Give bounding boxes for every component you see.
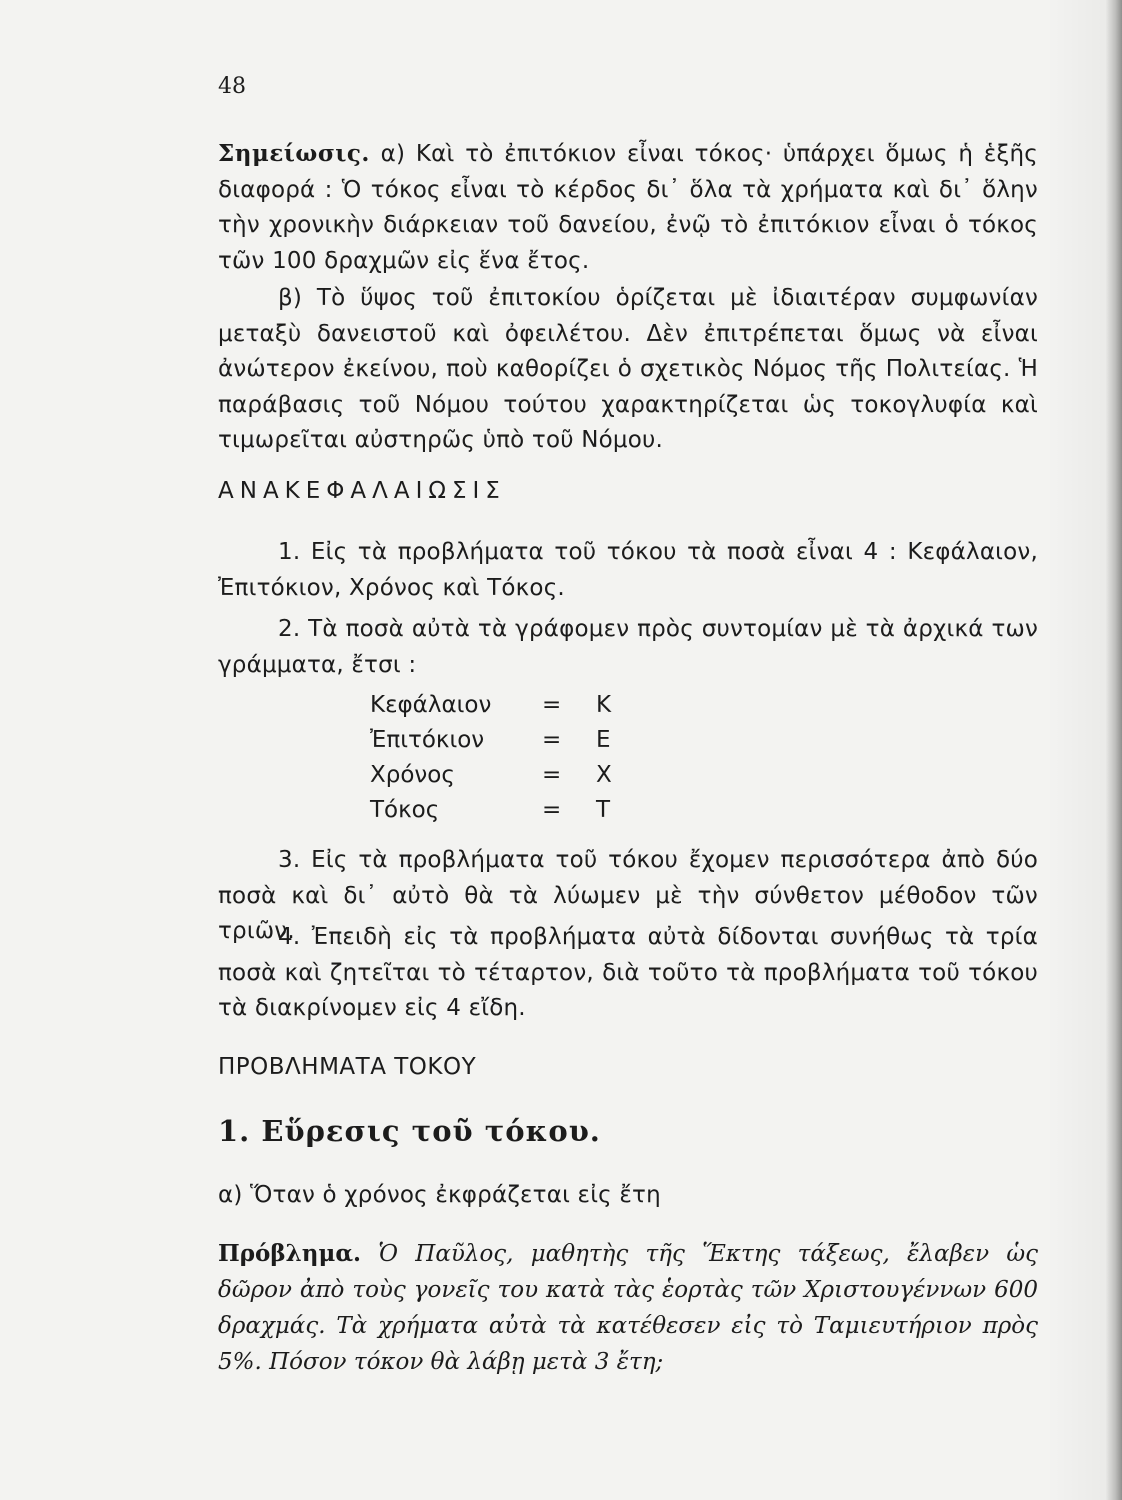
page-number: 48 <box>218 74 246 99</box>
note-label: Σημείωσις. <box>218 140 370 167</box>
abbr-equals: = <box>542 797 562 823</box>
abbr-term: Χρόνος <box>370 762 455 788</box>
scan-shadow <box>1046 0 1106 1500</box>
scan-page-edge <box>1106 0 1122 1500</box>
summary-heading: ΑΝΑΚΕΦΑΛΑΙΩΣΙΣ <box>218 478 506 504</box>
note-paragraph-a <box>218 136 1038 279</box>
abbreviation-row <box>370 727 612 762</box>
abbr-term: Τόκος <box>370 797 440 823</box>
subsection-title: α) Ὅταν ὁ χρόνος ἐκφράζεται εἰς ἔτη <box>218 1182 661 1208</box>
abbreviation-row <box>370 762 612 797</box>
abbr-equals: = <box>542 692 562 718</box>
abbreviation-row <box>370 692 612 727</box>
abbr-letter: Κ <box>596 692 612 718</box>
summary-item-3: 3. Εἰς τὰ προβλήματα τοῦ τόκου ἔχομεν περισσότερα ἀπὸ δύο ποσὰ καὶ δι᾽ αὐτὸ θὰ τὰ λύωμεν μὲ τὴν σύνθετον μέθοδον τῶν τριῶν. <box>218 847 1038 944</box>
abbr-equals: = <box>542 762 562 788</box>
summary-item-1: 1. Εἰς τὰ προβλήματα τοῦ τόκου τὰ ποσὰ εἶναι 4 : Κεφάλαιον, Ἐπιτόκιον, Χρόνος καὶ Τόκος. <box>218 539 1038 601</box>
summary-item-2: 2. Τὰ ποσὰ αὐτὰ τὰ γράφομεν πρὸς συντομίαν μὲ τὰ ἀρχικά των γράμματα, ἔτσι : <box>218 616 1038 678</box>
note-text-a: α) Καὶ τὸ ἐπιτόκιον εἶναι τόκος· ὑπάρχει ὅμως ἡ ἑξῆς διαφορά : Ὁ τόκος εἶναι τὸ κέρδος δι᾽ ὅλα τὰ χρήματα καὶ δι᾽ ὅλην τὴν χρονικὴν διάρκειαν τοῦ δανείου, ἐνῷ τὸ ἐπιτόκιον εἶναι ὁ τόκος τῶν 100 δραχμῶν εἰς ἕνα ἔτος. <box>218 141 1038 274</box>
summary-item-4: 4. Ἐπειδὴ εἰς τὰ προβλήματα αὐτὰ δίδονται συνήθως τὰ τρία ποσὰ καὶ ζητεῖται τὸ τέταρτον, διὰ τοῦτο τὰ προβλήματα τοῦ τόκου τὰ διακρίνομεν εἰς 4 εἴδη. <box>218 924 1038 1021</box>
abbr-term: Ἐπιτόκιον <box>370 727 485 753</box>
abbreviation-table <box>370 692 612 832</box>
abbr-letter: Τ <box>596 797 611 823</box>
problem-text: Ὁ Παῦλος, μαθητὴς τῆς Ἕκτης τάξεως, ἔλαβεν ὡς δῶρον ἀπὸ τοὺς γονεῖς του κατὰ τὰς ἑορτὰς τῶν Χριστουγέννων 600 δραχμάς. Τὰ χρήματα αὐτὰ τὰ κατέθεσεν εἰς τὸ Ταμιευτήριον πρὸς 5%. Πόσον τόκον θὰ λάβῃ μετὰ 3 ἔτη; <box>218 1241 1038 1375</box>
abbr-term: Κεφάλαιον <box>370 692 492 718</box>
note-paragraph-b: β) Τὸ ὕψος τοῦ ἐπιτοκίου ὁρίζεται μὲ ἰδιαιτέραν συμφωνίαν μεταξὺ δανειστοῦ καὶ ὀφειλέτου. Δὲν ἐπιτρέπεται ὅμως νὰ εἶναι ἀνώτερον ἐκείνου, ποὺ καθορίζει ὁ σχετικὸς Νόμος τῆς Πολιτείας. Ἡ παράβασις τοῦ Νόμου τούτου χαρακτηρίζεται ὡς τοκογλυφία καὶ τιμωρεῖται αὐστηρῶς ὑπὸ τοῦ Νόμου. <box>218 285 1038 453</box>
problem-label: Πρόβλημα. <box>218 1240 362 1267</box>
problems-heading: ΠΡΟΒΛΗΜΑΤΑ ΤΟΚΟΥ <box>218 1054 477 1080</box>
problem-paragraph <box>218 1236 1038 1380</box>
abbr-equals: = <box>542 727 562 753</box>
abbr-letter: Ε <box>596 727 611 753</box>
abbreviation-row <box>370 797 612 832</box>
section-title: 1. Εὕρεσις τοῦ τόκου. <box>218 1114 601 1148</box>
abbr-letter: Χ <box>596 762 612 788</box>
